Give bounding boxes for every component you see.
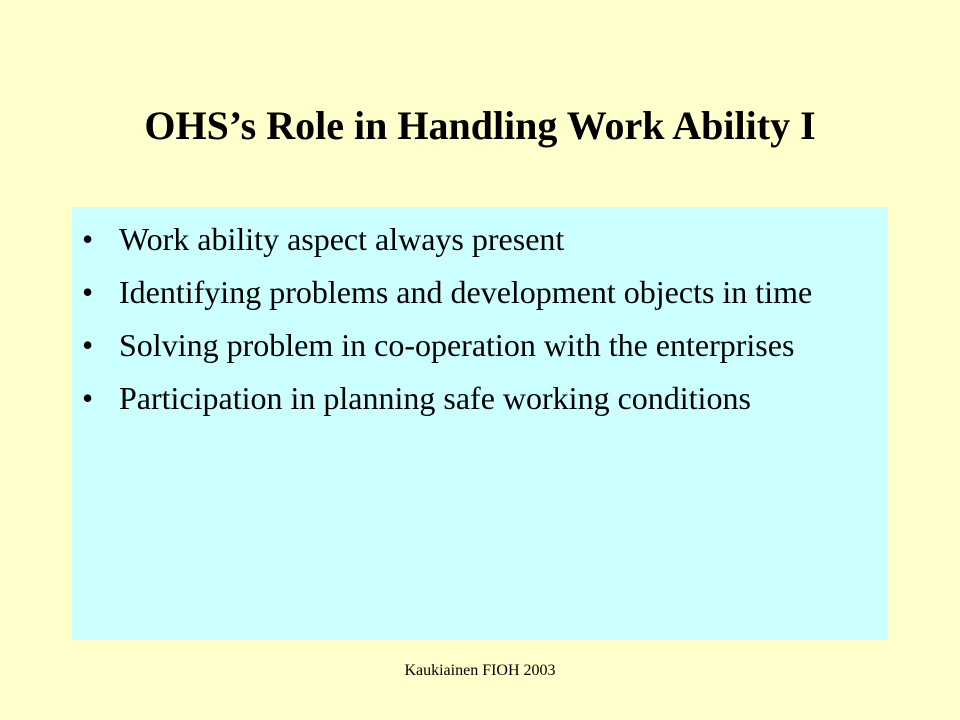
bullet-text: Work ability aspect always present	[119, 221, 565, 257]
bullet-dot-icon: •	[82, 327, 94, 363]
bullet-dot-icon: •	[82, 274, 94, 310]
bullet-text: Participation in planning safe working conditions	[119, 380, 751, 416]
footer-credit: Kaukiainen FIOH 2003	[404, 662, 556, 679]
content-box	[72, 207, 888, 640]
bullet-item	[72, 378, 888, 418]
bullet-text: Identifying problems and development objects in time	[119, 274, 813, 310]
bullet-item	[72, 272, 888, 312]
bullet-text: Solving problem in co-operation with the enterprises	[119, 327, 795, 363]
slide-title: OHS’s Role in Handling Work Ability I	[144, 103, 816, 148]
bullet-item	[72, 325, 888, 365]
bullet-item	[72, 219, 888, 259]
bullet-dot-icon: •	[82, 380, 94, 416]
bullet-dot-icon: •	[82, 221, 94, 257]
bullet-list	[72, 219, 888, 431]
